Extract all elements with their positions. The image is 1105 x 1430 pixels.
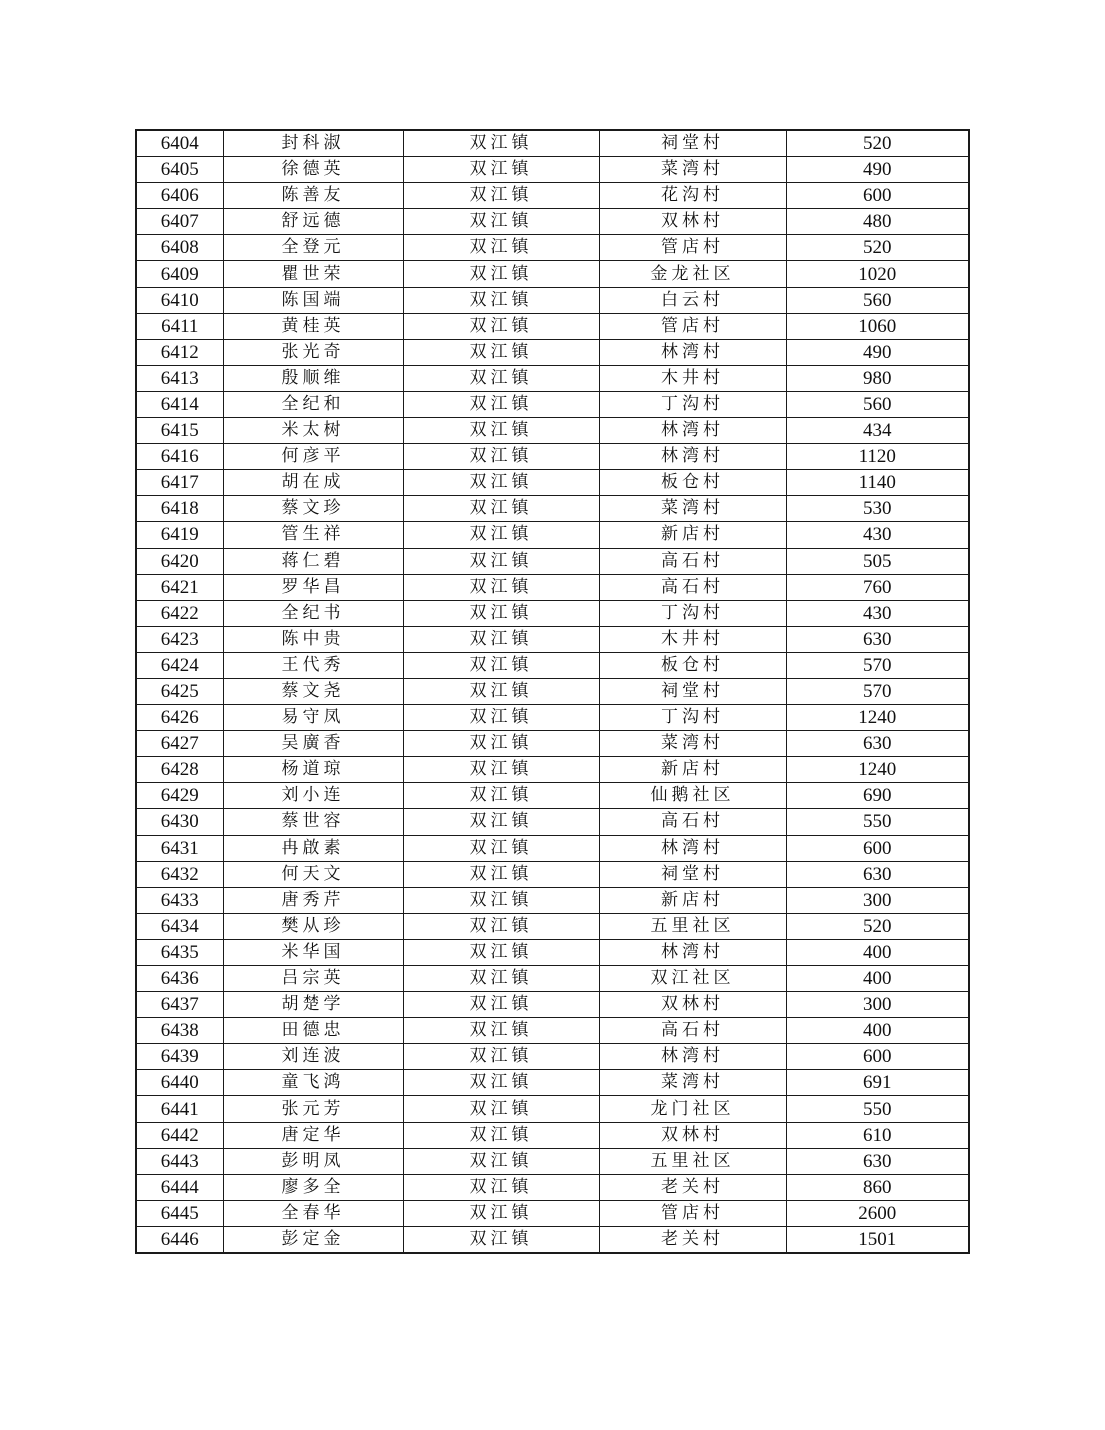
cell-amount: 760 <box>786 574 969 600</box>
cell-serial-number: 6418 <box>136 496 223 522</box>
cell-name: 吴廣香 <box>223 731 403 757</box>
cell-name: 封科淑 <box>223 130 403 157</box>
table-row <box>136 313 969 339</box>
cell-amount: 690 <box>786 783 969 809</box>
table-row <box>136 496 969 522</box>
cell-serial-number: 6409 <box>136 261 223 287</box>
cell-serial-number: 6407 <box>136 209 223 235</box>
cell-name: 蔡世容 <box>223 809 403 835</box>
cell-town: 双江镇 <box>403 130 599 157</box>
cell-village: 新店村 <box>599 522 786 548</box>
cell-name: 冉啟素 <box>223 835 403 861</box>
cell-amount: 434 <box>786 418 969 444</box>
cell-serial-number: 6410 <box>136 287 223 313</box>
table-row <box>136 522 969 548</box>
cell-village: 菜湾村 <box>599 1070 786 1096</box>
cell-town: 双江镇 <box>403 600 599 626</box>
cell-village: 祠堂村 <box>599 861 786 887</box>
cell-village: 板仓村 <box>599 470 786 496</box>
cell-name: 瞿世荣 <box>223 261 403 287</box>
cell-village: 花沟村 <box>599 183 786 209</box>
cell-amount: 490 <box>786 339 969 365</box>
cell-village: 丁沟村 <box>599 391 786 417</box>
cell-serial-number: 6413 <box>136 365 223 391</box>
cell-amount: 400 <box>786 1018 969 1044</box>
cell-serial-number: 6433 <box>136 887 223 913</box>
cell-serial-number: 6439 <box>136 1044 223 1070</box>
cell-town: 双江镇 <box>403 757 599 783</box>
cell-town: 双江镇 <box>403 887 599 913</box>
cell-name: 胡楚学 <box>223 992 403 1018</box>
cell-serial-number: 6446 <box>136 1226 223 1253</box>
cell-name: 彭定金 <box>223 1226 403 1253</box>
table-row <box>136 1148 969 1174</box>
cell-town: 双江镇 <box>403 339 599 365</box>
cell-amount: 630 <box>786 626 969 652</box>
cell-name: 蒋仁碧 <box>223 548 403 574</box>
cell-amount: 1020 <box>786 261 969 287</box>
cell-village: 祠堂村 <box>599 678 786 704</box>
cell-town: 双江镇 <box>403 365 599 391</box>
cell-serial-number: 6421 <box>136 574 223 600</box>
cell-village: 高石村 <box>599 1018 786 1044</box>
cell-name: 全春华 <box>223 1200 403 1226</box>
cell-village: 龙门社区 <box>599 1096 786 1122</box>
cell-village: 菜湾村 <box>599 496 786 522</box>
cell-amount: 570 <box>786 678 969 704</box>
cell-village: 双林村 <box>599 1122 786 1148</box>
cell-town: 双江镇 <box>403 652 599 678</box>
cell-name: 蔡文珍 <box>223 496 403 522</box>
cell-amount: 400 <box>786 966 969 992</box>
cell-name: 刘连波 <box>223 1044 403 1070</box>
cell-name: 廖多全 <box>223 1174 403 1200</box>
table-row <box>136 887 969 913</box>
cell-town: 双江镇 <box>403 966 599 992</box>
table-row <box>136 574 969 600</box>
roster-table-body <box>136 130 969 1253</box>
cell-town: 双江镇 <box>403 678 599 704</box>
cell-serial-number: 6416 <box>136 444 223 470</box>
cell-name: 舒远德 <box>223 209 403 235</box>
cell-village: 仙鹅社区 <box>599 783 786 809</box>
cell-amount: 560 <box>786 287 969 313</box>
cell-name: 易守凤 <box>223 705 403 731</box>
cell-town: 双江镇 <box>403 313 599 339</box>
cell-village: 新店村 <box>599 887 786 913</box>
cell-amount: 630 <box>786 1148 969 1174</box>
table-row <box>136 235 969 261</box>
cell-village: 丁沟村 <box>599 705 786 731</box>
cell-name: 陈中贵 <box>223 626 403 652</box>
cell-name: 彭明凤 <box>223 1148 403 1174</box>
cell-town: 双江镇 <box>403 261 599 287</box>
cell-name: 刘小连 <box>223 783 403 809</box>
cell-town: 双江镇 <box>403 913 599 939</box>
cell-serial-number: 6427 <box>136 731 223 757</box>
cell-name: 杨道琼 <box>223 757 403 783</box>
cell-village: 祠堂村 <box>599 130 786 157</box>
cell-name: 童飞鸿 <box>223 1070 403 1096</box>
cell-town: 双江镇 <box>403 548 599 574</box>
cell-village: 高石村 <box>599 548 786 574</box>
cell-name: 胡在成 <box>223 470 403 496</box>
cell-name: 全纪书 <box>223 600 403 626</box>
cell-serial-number: 6406 <box>136 183 223 209</box>
cell-amount: 860 <box>786 1174 969 1200</box>
roster-table <box>135 129 970 1254</box>
cell-name: 全纪和 <box>223 391 403 417</box>
cell-name: 唐秀芹 <box>223 887 403 913</box>
cell-village: 林湾村 <box>599 418 786 444</box>
cell-serial-number: 6426 <box>136 705 223 731</box>
cell-town: 双江镇 <box>403 1018 599 1044</box>
cell-serial-number: 6429 <box>136 783 223 809</box>
cell-town: 双江镇 <box>403 574 599 600</box>
table-row <box>136 1226 969 1253</box>
table-row <box>136 418 969 444</box>
table-row <box>136 1200 969 1226</box>
cell-serial-number: 6441 <box>136 1096 223 1122</box>
table-row <box>136 548 969 574</box>
cell-serial-number: 6428 <box>136 757 223 783</box>
cell-town: 双江镇 <box>403 626 599 652</box>
cell-amount: 1240 <box>786 757 969 783</box>
cell-amount: 430 <box>786 522 969 548</box>
cell-name: 田德忠 <box>223 1018 403 1044</box>
cell-serial-number: 6442 <box>136 1122 223 1148</box>
table-row <box>136 835 969 861</box>
cell-serial-number: 6420 <box>136 548 223 574</box>
cell-town: 双江镇 <box>403 1226 599 1253</box>
cell-village: 高石村 <box>599 809 786 835</box>
cell-amount: 600 <box>786 835 969 861</box>
table-row <box>136 1096 969 1122</box>
cell-name: 张光奇 <box>223 339 403 365</box>
cell-village: 新店村 <box>599 757 786 783</box>
cell-name: 黄桂英 <box>223 313 403 339</box>
cell-village: 管店村 <box>599 313 786 339</box>
cell-town: 双江镇 <box>403 287 599 313</box>
cell-amount: 1240 <box>786 705 969 731</box>
cell-town: 双江镇 <box>403 418 599 444</box>
cell-amount: 2600 <box>786 1200 969 1226</box>
cell-name: 何彦平 <box>223 444 403 470</box>
cell-amount: 490 <box>786 157 969 183</box>
cell-serial-number: 6424 <box>136 652 223 678</box>
table-row <box>136 966 969 992</box>
table-row <box>136 157 969 183</box>
cell-town: 双江镇 <box>403 1200 599 1226</box>
cell-village: 林湾村 <box>599 835 786 861</box>
cell-town: 双江镇 <box>403 783 599 809</box>
cell-amount: 600 <box>786 183 969 209</box>
cell-serial-number: 6432 <box>136 861 223 887</box>
cell-name: 米华国 <box>223 939 403 965</box>
cell-serial-number: 6422 <box>136 600 223 626</box>
cell-amount: 980 <box>786 365 969 391</box>
cell-serial-number: 6430 <box>136 809 223 835</box>
cell-name: 全登元 <box>223 235 403 261</box>
cell-name: 陈国端 <box>223 287 403 313</box>
cell-serial-number: 6408 <box>136 235 223 261</box>
cell-amount: 630 <box>786 861 969 887</box>
cell-serial-number: 6444 <box>136 1174 223 1200</box>
cell-amount: 1140 <box>786 470 969 496</box>
table-row <box>136 261 969 287</box>
cell-name: 罗华昌 <box>223 574 403 600</box>
table-row <box>136 809 969 835</box>
table-row <box>136 626 969 652</box>
table-row <box>136 391 969 417</box>
table-row <box>136 1174 969 1200</box>
cell-serial-number: 6417 <box>136 470 223 496</box>
cell-name: 米太树 <box>223 418 403 444</box>
cell-amount: 400 <box>786 939 969 965</box>
cell-serial-number: 6419 <box>136 522 223 548</box>
cell-village: 林湾村 <box>599 339 786 365</box>
cell-name: 徐德英 <box>223 157 403 183</box>
table-row <box>136 913 969 939</box>
cell-village: 林湾村 <box>599 1044 786 1070</box>
cell-name: 殷顺维 <box>223 365 403 391</box>
cell-village: 管店村 <box>599 1200 786 1226</box>
cell-village: 管店村 <box>599 235 786 261</box>
table-row <box>136 652 969 678</box>
table-row <box>136 1044 969 1070</box>
cell-name: 王代秀 <box>223 652 403 678</box>
cell-village: 双江社区 <box>599 966 786 992</box>
cell-serial-number: 6437 <box>136 992 223 1018</box>
table-row <box>136 705 969 731</box>
cell-village: 白云村 <box>599 287 786 313</box>
cell-town: 双江镇 <box>403 209 599 235</box>
cell-town: 双江镇 <box>403 522 599 548</box>
cell-serial-number: 6436 <box>136 966 223 992</box>
table-row <box>136 939 969 965</box>
cell-town: 双江镇 <box>403 496 599 522</box>
cell-name: 陈善友 <box>223 183 403 209</box>
cell-village: 五里社区 <box>599 913 786 939</box>
cell-name: 何天文 <box>223 861 403 887</box>
cell-serial-number: 6425 <box>136 678 223 704</box>
cell-town: 双江镇 <box>403 235 599 261</box>
cell-town: 双江镇 <box>403 1122 599 1148</box>
cell-amount: 610 <box>786 1122 969 1148</box>
cell-serial-number: 6414 <box>136 391 223 417</box>
cell-town: 双江镇 <box>403 444 599 470</box>
cell-village: 老关村 <box>599 1174 786 1200</box>
cell-town: 双江镇 <box>403 183 599 209</box>
cell-village: 板仓村 <box>599 652 786 678</box>
cell-amount: 505 <box>786 548 969 574</box>
cell-village: 金龙社区 <box>599 261 786 287</box>
cell-town: 双江镇 <box>403 1148 599 1174</box>
table-row <box>136 1018 969 1044</box>
cell-amount: 550 <box>786 809 969 835</box>
cell-town: 双江镇 <box>403 809 599 835</box>
cell-amount: 430 <box>786 600 969 626</box>
cell-village: 老关村 <box>599 1226 786 1253</box>
table-row <box>136 444 969 470</box>
cell-serial-number: 6412 <box>136 339 223 365</box>
table-row <box>136 183 969 209</box>
cell-town: 双江镇 <box>403 705 599 731</box>
cell-town: 双江镇 <box>403 1096 599 1122</box>
cell-amount: 520 <box>786 235 969 261</box>
cell-village: 木井村 <box>599 626 786 652</box>
table-row <box>136 783 969 809</box>
cell-serial-number: 6423 <box>136 626 223 652</box>
cell-amount: 480 <box>786 209 969 235</box>
cell-town: 双江镇 <box>403 1070 599 1096</box>
cell-village: 林湾村 <box>599 444 786 470</box>
cell-name: 蔡文尧 <box>223 678 403 704</box>
cell-village: 五里社区 <box>599 1148 786 1174</box>
cell-name: 唐定华 <box>223 1122 403 1148</box>
table-row <box>136 365 969 391</box>
cell-amount: 550 <box>786 1096 969 1122</box>
cell-village: 木井村 <box>599 365 786 391</box>
cell-amount: 520 <box>786 913 969 939</box>
table-row <box>136 209 969 235</box>
cell-town: 双江镇 <box>403 731 599 757</box>
cell-serial-number: 6431 <box>136 835 223 861</box>
cell-amount: 530 <box>786 496 969 522</box>
cell-village: 菜湾村 <box>599 731 786 757</box>
cell-amount: 1060 <box>786 313 969 339</box>
cell-town: 双江镇 <box>403 391 599 417</box>
cell-village: 菜湾村 <box>599 157 786 183</box>
cell-amount: 630 <box>786 731 969 757</box>
table-row <box>136 600 969 626</box>
cell-serial-number: 6440 <box>136 1070 223 1096</box>
cell-amount: 300 <box>786 887 969 913</box>
cell-town: 双江镇 <box>403 861 599 887</box>
cell-name: 管生祥 <box>223 522 403 548</box>
cell-serial-number: 6404 <box>136 130 223 157</box>
table-row <box>136 757 969 783</box>
cell-serial-number: 6405 <box>136 157 223 183</box>
table-row <box>136 1070 969 1096</box>
table-row <box>136 287 969 313</box>
table-row <box>136 339 969 365</box>
cell-town: 双江镇 <box>403 1044 599 1070</box>
table-row <box>136 992 969 1018</box>
cell-village: 双林村 <box>599 209 786 235</box>
cell-town: 双江镇 <box>403 939 599 965</box>
cell-town: 双江镇 <box>403 1174 599 1200</box>
cell-village: 高石村 <box>599 574 786 600</box>
cell-serial-number: 6411 <box>136 313 223 339</box>
cell-town: 双江镇 <box>403 157 599 183</box>
cell-amount: 300 <box>786 992 969 1018</box>
cell-town: 双江镇 <box>403 992 599 1018</box>
cell-name: 吕宗英 <box>223 966 403 992</box>
cell-amount: 1120 <box>786 444 969 470</box>
cell-amount: 520 <box>786 130 969 157</box>
cell-amount: 600 <box>786 1044 969 1070</box>
cell-amount: 560 <box>786 391 969 417</box>
cell-serial-number: 6435 <box>136 939 223 965</box>
table-row <box>136 678 969 704</box>
table-row <box>136 731 969 757</box>
cell-amount: 691 <box>786 1070 969 1096</box>
cell-village: 双林村 <box>599 992 786 1018</box>
cell-serial-number: 6415 <box>136 418 223 444</box>
cell-serial-number: 6434 <box>136 913 223 939</box>
cell-name: 樊从珍 <box>223 913 403 939</box>
cell-town: 双江镇 <box>403 835 599 861</box>
cell-serial-number: 6438 <box>136 1018 223 1044</box>
cell-amount: 1501 <box>786 1226 969 1253</box>
cell-town: 双江镇 <box>403 470 599 496</box>
table-row <box>136 130 969 157</box>
table-row <box>136 1122 969 1148</box>
cell-village: 丁沟村 <box>599 600 786 626</box>
cell-serial-number: 6443 <box>136 1148 223 1174</box>
cell-serial-number: 6445 <box>136 1200 223 1226</box>
cell-village: 林湾村 <box>599 939 786 965</box>
cell-name: 张元芳 <box>223 1096 403 1122</box>
table-row <box>136 861 969 887</box>
table-row <box>136 470 969 496</box>
cell-amount: 570 <box>786 652 969 678</box>
